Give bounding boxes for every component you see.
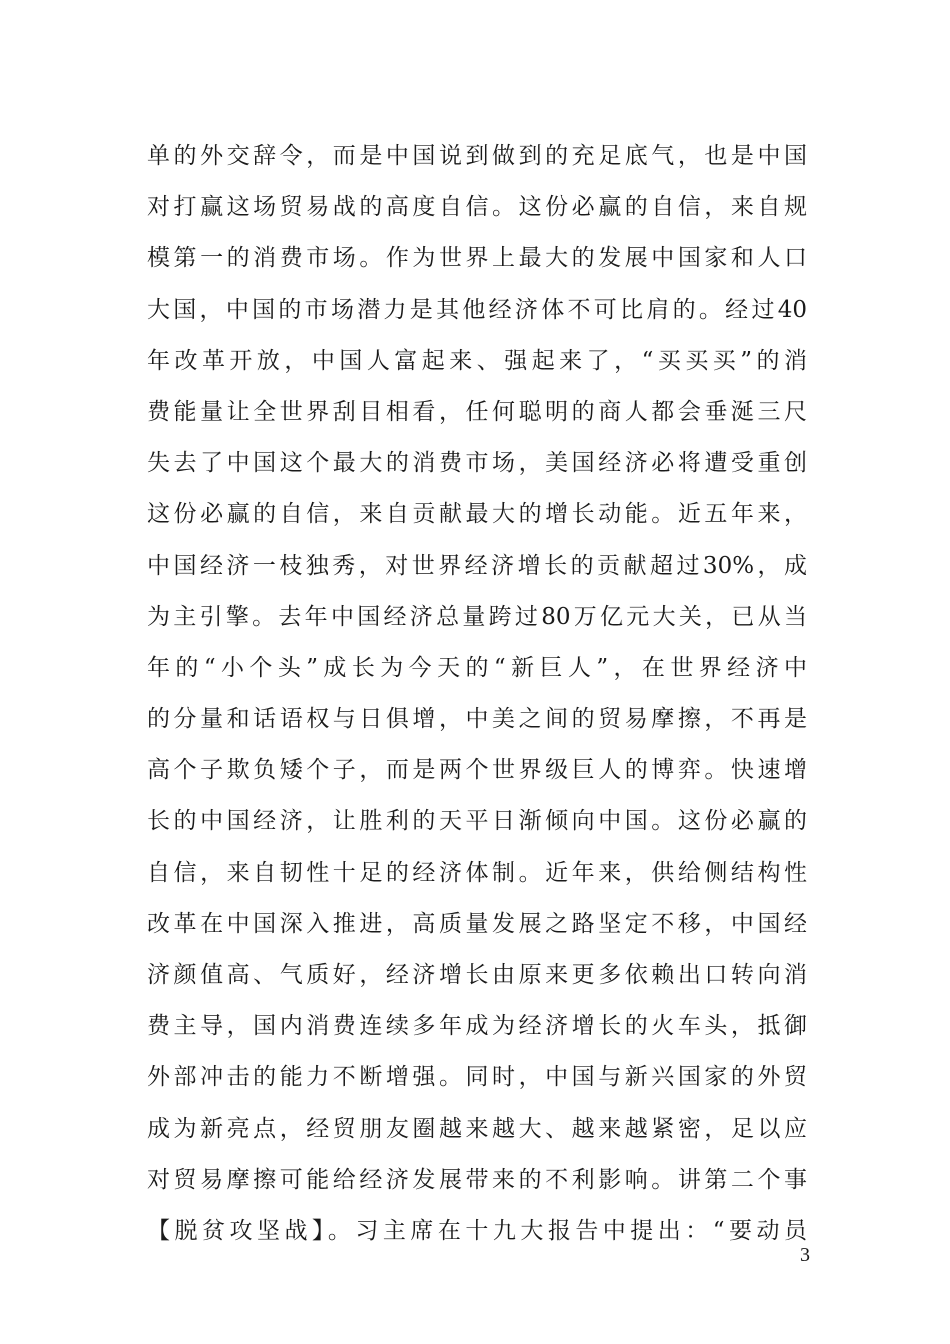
body-text [147, 131, 807, 1257]
text-line: 对贸易摩擦可能给经济发展带来的不利影响。讲第二个事 [147, 1166, 807, 1193]
text-line: 对打赢这场贸易战的高度自信。这份必赢的自信，来自规 [147, 194, 807, 221]
text-line: 中国经济一枝独秀，对世界经济增长的贡献超过30%，成 [147, 552, 807, 579]
text-line: 单的外交辞令，而是中国说到做到的充足底气，也是中国 [147, 143, 807, 169]
text-line: 费能量让全世界刮目相看，任何聪明的商人都会垂涎三尺 [147, 398, 807, 425]
text-line: 长的中国经济，让胜利的天平日渐倾向中国。这份必赢的 [147, 808, 807, 835]
text-line: 失去了中国这个最大的消费市场，美国经济必将遭受重创 [147, 450, 807, 477]
text-line: 【脱贫攻坚战】。习主席在十九大报告中提出：“要动员 [147, 1217, 807, 1244]
page-number: 3 [800, 1244, 810, 1266]
text-line: 外部冲击的能力不断增强。同时，中国与新兴国家的外贸 [147, 1064, 807, 1091]
text-line: 的分量和话语权与日俱增，中美之间的贸易摩擦，不再是 [147, 706, 807, 733]
text-line: 年的“小个头”成长为今天的“新巨人”，在世界经济中 [147, 654, 807, 681]
text-line: 改革在中国深入推进，高质量发展之路坚定不移，中国经 [147, 910, 807, 937]
text-line: 高个子欺负矮个子，而是两个世界级巨人的博弈。快速增 [147, 757, 807, 784]
text-line: 济颜值高、气质好，经济增长由原来更多依赖出口转向消 [147, 962, 807, 988]
text-line: 大国，中国的市场潜力是其他经济体不可比肩的。经过40 [147, 296, 807, 323]
text-line: 成为新亮点，经贸朋友圈越来越大、越来越紧密，足以应 [147, 1115, 807, 1142]
text-line: 这份必赢的自信，来自贡献最大的增长动能。近五年来， [147, 501, 807, 528]
text-line: 费主导，国内消费连续多年成为经济增长的火车头，抵御 [147, 1013, 807, 1040]
text-line: 年改革开放，中国人富起来、强起来了，“买买买”的消 [147, 347, 807, 374]
text-line: 模第一的消费市场。作为世界上最大的发展中国家和人口 [147, 245, 807, 272]
text-line: 自信，来自韧性十足的经济体制。近年来，供给侧结构性 [147, 859, 807, 886]
text-line: 为主引擎。去年中国经济总量跨过80万亿元大关，已从当 [147, 603, 807, 630]
